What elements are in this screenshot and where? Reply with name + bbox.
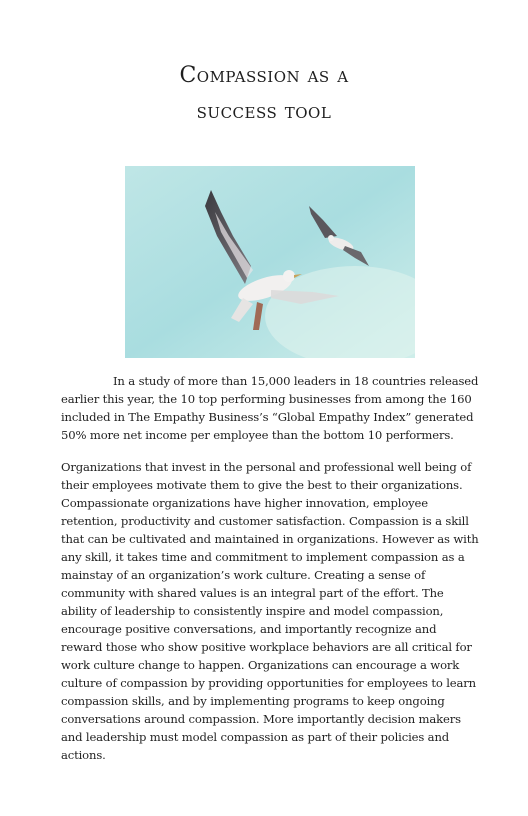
paragraph-2: Organizations that invest in the personal and professional well being of their employees motivate them to give the best to their organizations. Compassionate organizations have higher innovation, employee retention, productivity and customer satisfaction. Compassion is a skill that can be cultivated and maintained in organizations. However as with any skill, it takes time and commitment to implement compassion as a mainstay of an organization’s work culture. Creating a sense of community with shared values is an integral part of the effort. The ability of leadership to consistently inspire and model compassion, encourage positive conversations, and importantly recognize and reward those who show positive workplace behaviors are all critical for work culture change to happen. Organizations can encourage a work culture of compassion by providing opportunities for employees to learn compassion skills, and by implementing programs to keep ongoing conversations around compassion. More importantly decision makers and leadership must model compassion as part of their policies and actions. <box>61 460 479 762</box>
seagulls-photo <box>125 166 415 358</box>
title-line-2: success tool <box>196 99 332 124</box>
page-title <box>0 58 528 130</box>
paragraph-1: In a study of more than 15,000 leaders in 18 countries released earlier this year, the 10 top performing businesses from among the 160 included in The Empathy Business’s “Global Empathy Index” generated 50% more net income per employee than the bottom 10 performers. <box>61 374 479 442</box>
title-line-1: Compassion as a <box>179 63 349 88</box>
seagulls-in-flight-photo-icon <box>125 166 415 358</box>
